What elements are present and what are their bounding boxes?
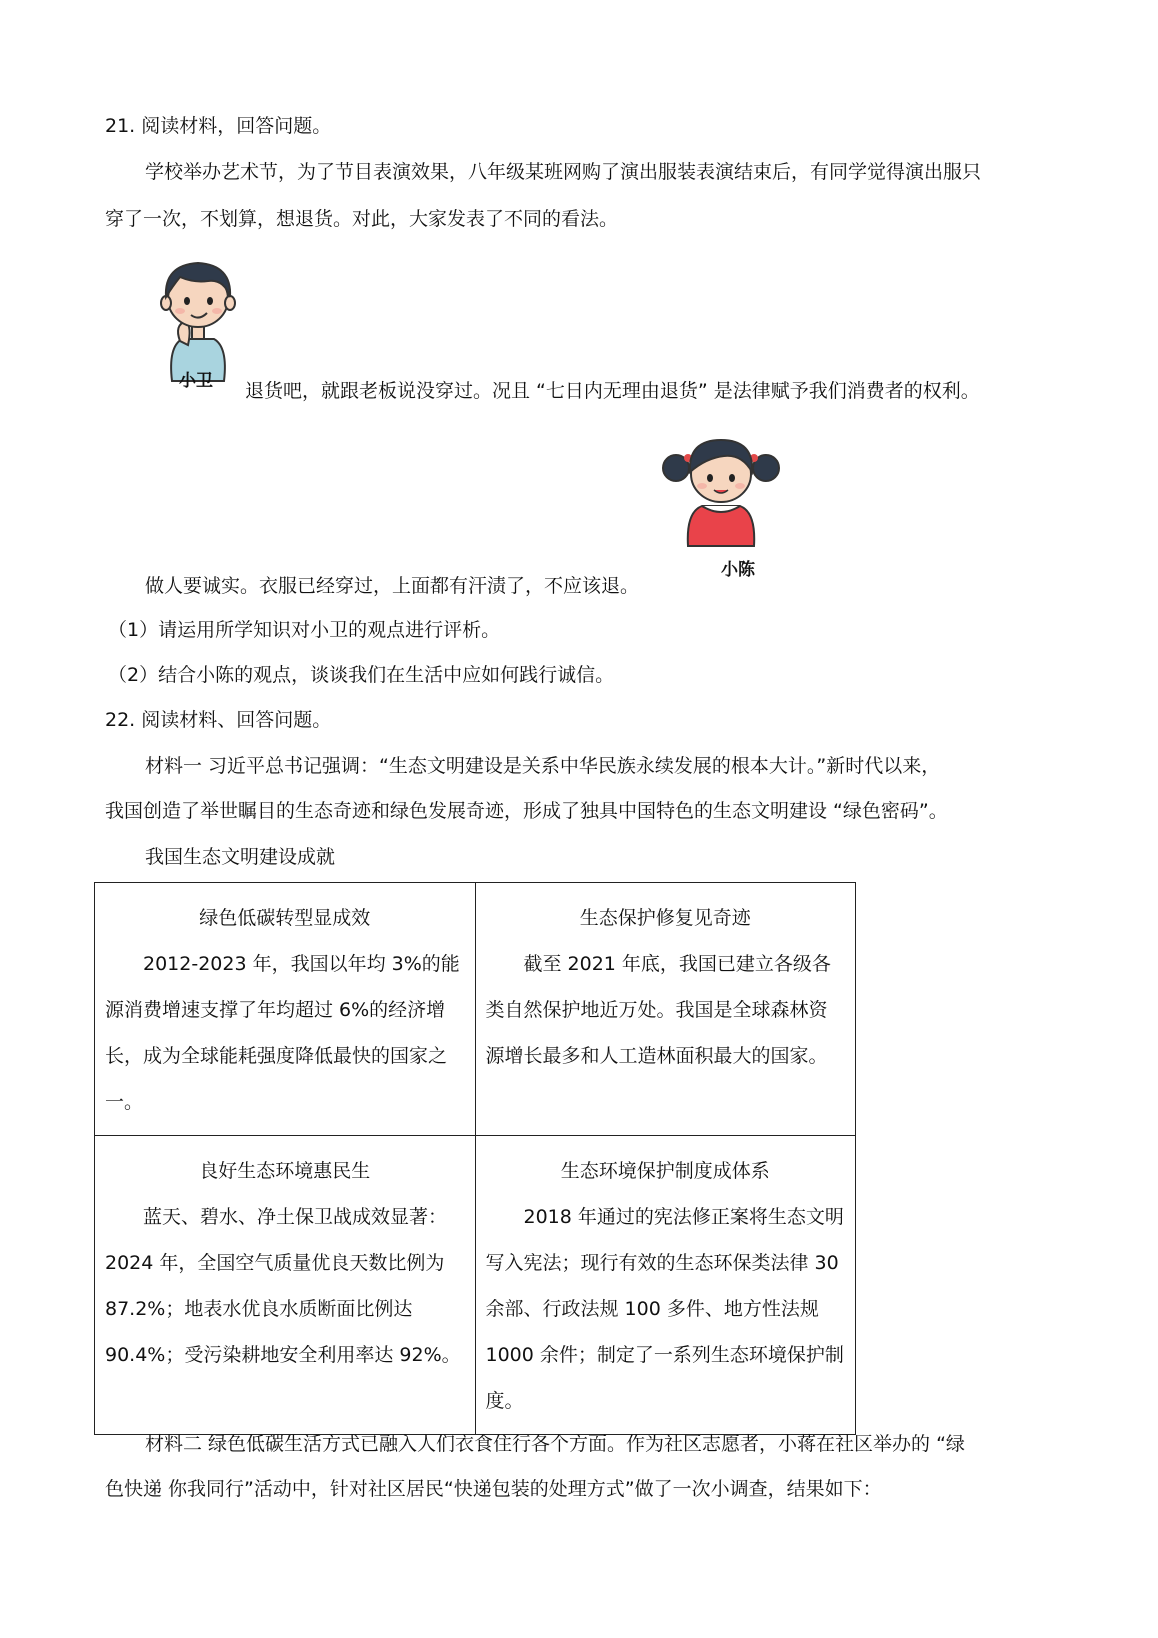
q21-sub2: （2）结合小陈的观点，谈谈我们在生活中应如何践行诚信。 — [108, 664, 615, 686]
cell-title: 良好生态环境惠民生 — [199, 1160, 371, 1182]
cell-body: 截至 2021 年底，我国已建立各级各类自然保护地近万处。我国是全球森林资源增长最多和人工造林面积最大的国家。 — [485, 953, 831, 1067]
q21-intro-line1: 学校举办艺术节，为了节目表演效果，八年级某班网购了演出服装表演结束后，有同学觉得演出服只 — [145, 161, 982, 183]
achievements-table — [94, 882, 856, 1435]
q21-intro-line2: 穿了一次，不划算，想退货。对此，大家发表了不同的看法。 — [105, 208, 619, 230]
q22-material1-line2: 我国创造了举世瞩目的生态奇迹和绿色发展奇迹，形成了独具中国特色的生态文明建设 “绿色密码”。 — [105, 800, 948, 822]
table-cell — [95, 1136, 476, 1435]
cell-title: 绿色低碳转型显成效 — [199, 907, 371, 929]
cell-body: 蓝天、碧水、净土保卫战成效显著：2024 年，全国空气质量优良天数比例为 87.2%；地表水优良水质断面比例达 90.4%；受污染耕地安全利用率达 92%。 — [105, 1206, 461, 1366]
q22-material2-line2: 色快递 你我同行”活动中，针对社区居民“快递包装的处理方式”做了一次小调查，结果如下： — [105, 1478, 882, 1500]
girl-figure-illustration — [662, 428, 780, 550]
q21-sub1: （1）请运用所学知识对小卫的观点进行评析。 — [108, 619, 501, 641]
xiaowei-speech: 退货吧，就跟老板说没穿过。况且 “七日内无理由退货” 是法律赋予我们消费者的权利。 — [245, 380, 980, 402]
cell-body: 2018 年通过的宪法修正案将生态文明写入宪法；现行有效的生态环保类法律 30 余部、行政法规 100 多件、地方性法规 1000 余件；制定了一系列生态环境保护制度。 — [485, 1206, 844, 1412]
q22-material2-line1: 材料二 绿色低碳生活方式已融入人们衣食住行各个方面。作为社区志愿者，小蒋在社区举办的 “绿 — [145, 1433, 965, 1455]
table-cell — [475, 1136, 856, 1435]
xiaochen-name: 小陈 — [721, 560, 755, 580]
xiaochen-speech: 做人要诚实。衣服已经穿过，上面都有汗渍了，不应该退。 — [145, 575, 640, 597]
table-cell — [95, 883, 476, 1136]
q22-material1-line1: 材料一 习近平总书记强调：“生态文明建设是关系中华民族永续发展的根本大计。”新时代以来， — [145, 755, 941, 777]
q22-title: 22. 阅读材料、回答问题。 — [105, 709, 332, 731]
table-caption: 我国生态文明建设成就 — [145, 846, 336, 868]
table-cell — [475, 883, 856, 1136]
cell-title: 生态保护修复见奇迹 — [579, 907, 751, 929]
q21-title: 21. 阅读材料，回答问题。 — [105, 115, 332, 137]
cell-body: 2012-2023 年，我国以年均 3%的能源消费增速支撑了年均超过 6%的经济增长，成为全球能耗强度降低最快的国家之一。 — [105, 953, 460, 1113]
xiaowei-name: 小卫 — [179, 371, 213, 391]
cell-title: 生态环境保护制度成体系 — [560, 1160, 770, 1182]
